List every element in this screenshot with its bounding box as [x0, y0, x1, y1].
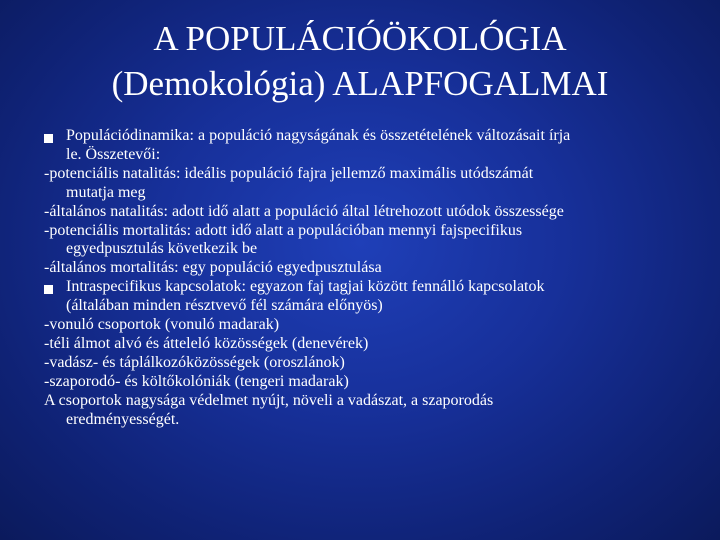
body-line-4: mutatja meg [66, 183, 146, 201]
body-line-8: -általános mortalitás: egy populáció egyedpusztulása [44, 259, 382, 277]
square-bullet-icon [44, 285, 53, 294]
body-line-3: -potenciális natalitás: ideális populáció fajra jellemző maximális utódszámát [44, 164, 534, 182]
body-line-11: -vonuló csoportok (vonuló madarak) [44, 316, 280, 334]
slide-title [0, 16, 720, 106]
body-line-9: Intraspecifikus kapcsolatok: egyazon faj tagjai között fennálló kapcsolatok [66, 278, 545, 296]
square-bullet-icon [44, 134, 53, 143]
body-line-13: -vadász- és táplálkozóközösségek (oroszlánok) [44, 353, 345, 371]
bullet-item-populaciodinamika [44, 127, 709, 146]
bullet-item-intraspecifikus [44, 278, 709, 297]
body-line-5: -általános natalitás: adott idő alatt a populáció által létrehozott utódok összessége [44, 202, 564, 220]
body-line-16: eredményességét. [66, 410, 180, 428]
slide-body [44, 127, 709, 430]
body-line-15: A csoportok nagysága védelmet nyújt, növeli a vadászat, a szaporodás [44, 391, 494, 409]
slide-title-line-1: A POPULÁCIÓÖKOLÓGIA [153, 19, 567, 58]
body-line-6: -potenciális mortalitás: adott idő alatt a populációban mennyi fajspecifikus [44, 221, 523, 239]
body-line-1: Populációdinamika: a populáció nagyságának és összetételének változásait írja [66, 127, 571, 144]
body-line-2: le. Összetevői: [66, 145, 161, 163]
body-line-12: -téli álmot alvó és átteleló közösségek (denevérek) [44, 334, 369, 352]
body-line-7: egyedpusztulás következik be [66, 240, 258, 258]
slide-title-line-2: (Demokológia) ALAPFOGALMAI [111, 64, 609, 103]
body-line-14: -szaporodó- és költőkolóniák (tengeri madarak) [44, 372, 349, 390]
body-line-10: (általában minden résztvevő fél számára előnyös) [66, 297, 383, 315]
